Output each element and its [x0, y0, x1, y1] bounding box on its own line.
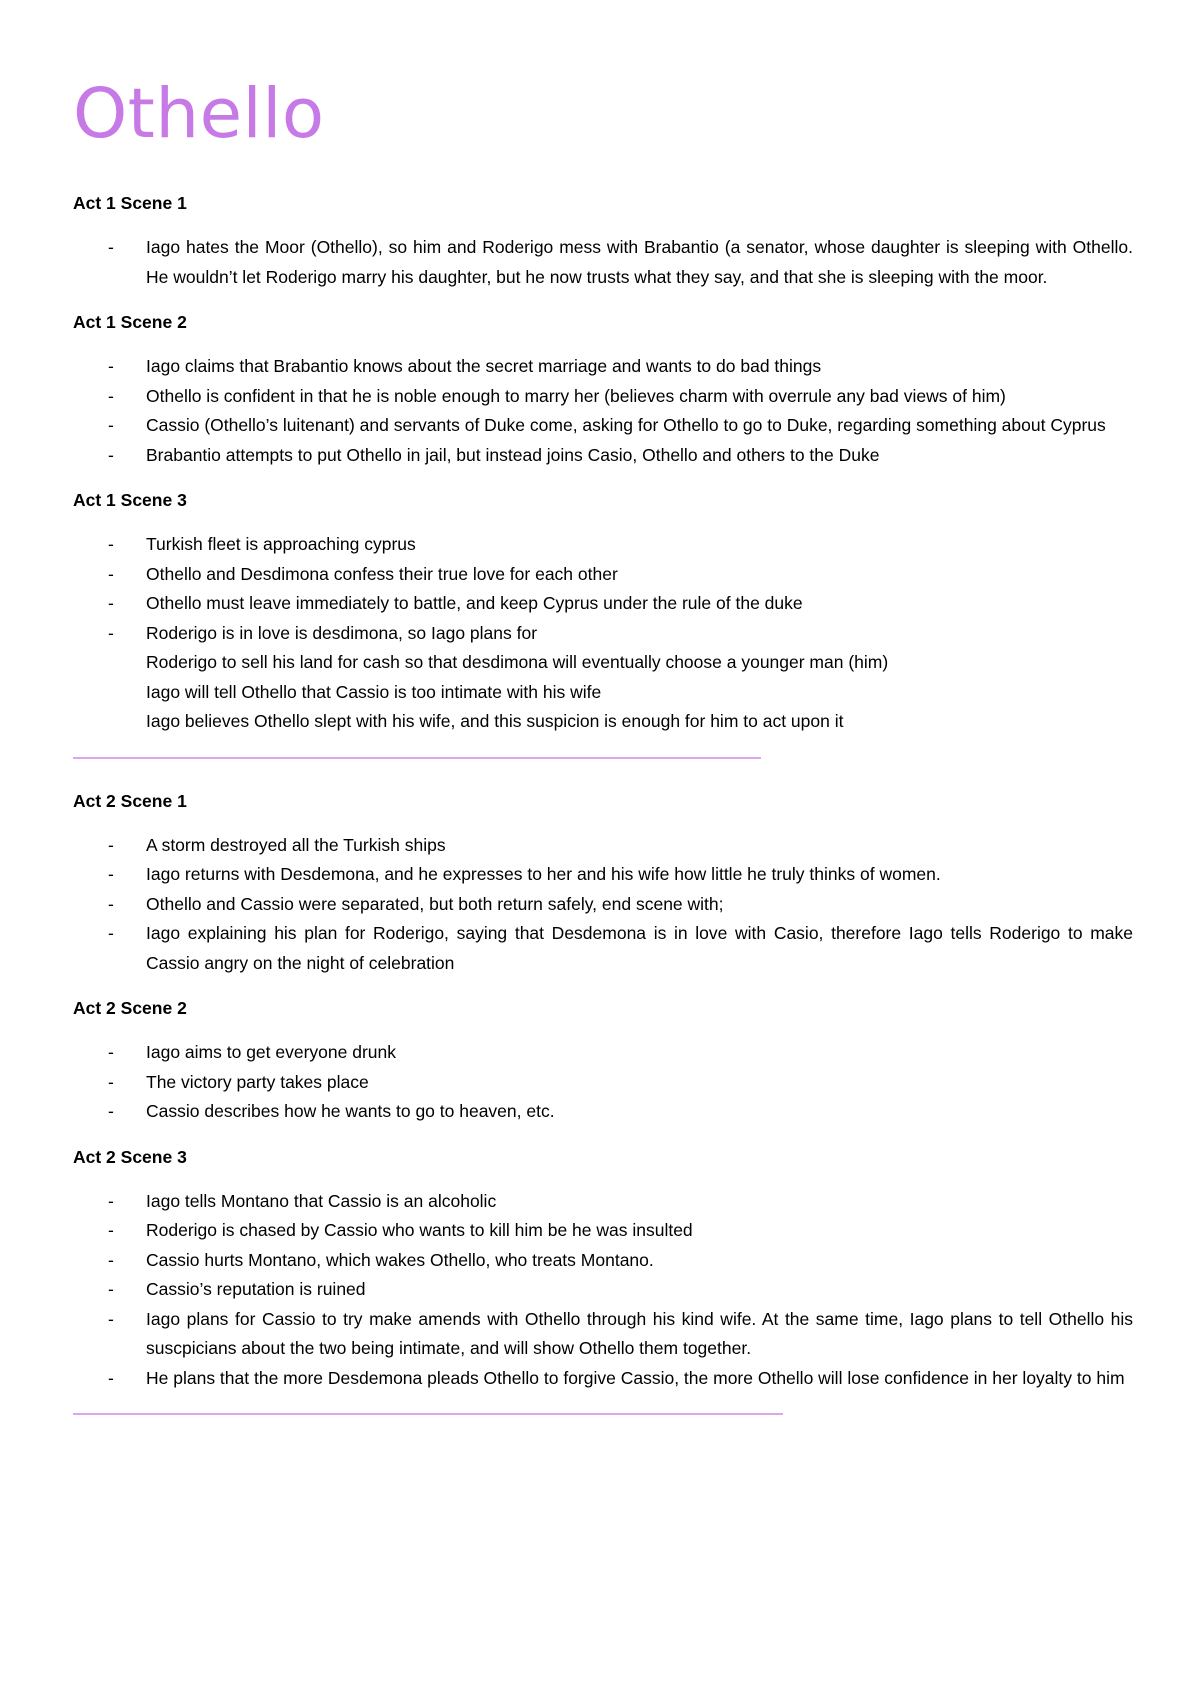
list-item-continuation	[73, 707, 1133, 737]
bullet-dash: -	[108, 864, 114, 884]
list-item	[73, 619, 1133, 649]
bullet-dash: -	[108, 1279, 114, 1299]
list-item-text: Iago believes Othello slept with his wife, and this suspicion is enough for him to act upon it	[146, 711, 844, 731]
bullet-dash: -	[108, 385, 114, 406]
list-item	[73, 1305, 1133, 1364]
document-title: Othello	[73, 74, 325, 154]
section-act2-scene1	[73, 789, 1133, 979]
list-item-continuation	[73, 678, 1133, 708]
list-item-text: Brabantio attempts to put Othello in jail, but instead joins Casio, Othello and others to the Duke	[146, 444, 880, 465]
list-item	[73, 1246, 1133, 1276]
list-item-text: Iago aims to get everyone drunk	[146, 1042, 397, 1062]
section-act1-scene3	[73, 488, 1133, 737]
bullet-dash: -	[108, 444, 114, 465]
list-item-text: Iago returns with Desdemona, and he expresses to her and his wife how little he truly thinks of women.	[146, 864, 941, 884]
list-item-text: Othello is confident in that he is noble enough to marry her (believes charm with overrule any bad views of him)	[146, 385, 1006, 406]
list-item-text: Roderigo is in love is desdimona, so Iago plans for	[146, 622, 538, 643]
list-item-text: Iago tells Montano that Cassio is an alcoholic	[146, 1190, 497, 1211]
list-item-text: Cassio hurts Montano, which wakes Othello, who treats Montano.	[146, 1249, 654, 1270]
list-item-text: Othello and Desdimona confess their true love for each other	[146, 563, 618, 584]
list-item-text: Iago plans for Cassio to try make amends with Othello through his kind wife. At the same time, Iago plans to tell Othello his suscpicians about the two being intimate, and will show Othello them together.	[146, 1308, 1133, 1358]
list-item-text: Roderigo is chased by Cassio who wants to kill him be he was insulted	[146, 1220, 693, 1240]
bullet-dash: -	[108, 1101, 114, 1121]
list-item	[73, 919, 1133, 978]
list-item-text: He plans that the more Desdemona pleads Othello to forgive Cassio, the more Othello will lose confidence in her loyalty to him	[146, 1367, 1125, 1388]
list-item-text: Turkish fleet is approaching cyprus	[146, 534, 416, 554]
list-item-text: Cassio describes how he wants to go to heaven, etc.	[146, 1101, 555, 1121]
bullet-dash: -	[108, 1308, 114, 1329]
bullet-dash: -	[108, 1220, 114, 1240]
section-heading: Act 1 Scene 1	[73, 193, 187, 213]
bullet-list	[73, 530, 1133, 737]
bullet-dash: -	[108, 834, 114, 855]
list-item	[73, 352, 1133, 382]
document-page	[73, 70, 1133, 1445]
bullet-dash: -	[108, 1071, 114, 1092]
section-heading: Act 2 Scene 3	[73, 1146, 187, 1167]
list-item	[73, 589, 1133, 619]
list-item	[73, 1068, 1133, 1098]
list-item-text: Iago will tell Othello that Cassio is too intimate with his wife	[146, 681, 602, 702]
list-item	[73, 890, 1133, 920]
bullet-list	[73, 831, 1133, 979]
list-item-text: Cassio’s reputation is ruined	[146, 1279, 366, 1299]
list-item-text: Othello and Cassio were separated, but both return safely, end scene with;	[146, 893, 724, 914]
list-item	[73, 831, 1133, 861]
section-act2-scene2	[73, 996, 1133, 1127]
list-item-text: Roderigo to sell his land for cash so that desdimona will eventually choose a younger man (him)	[146, 652, 889, 672]
bullet-dash: -	[108, 356, 114, 376]
bullet-dash: -	[108, 534, 114, 554]
section-act2-scene3	[73, 1145, 1133, 1394]
list-item-text: Iago claims that Brabantio knows about the secret marriage and wants to do bad things	[146, 356, 822, 376]
list-item	[73, 860, 1133, 890]
list-item	[73, 1038, 1133, 1068]
horizontal-divider	[73, 1413, 783, 1415]
list-item	[73, 1097, 1133, 1127]
bullet-list	[73, 1187, 1133, 1394]
list-item-continuation	[73, 648, 1133, 678]
list-item	[73, 411, 1133, 441]
bullet-dash: -	[108, 237, 114, 257]
list-item	[73, 382, 1133, 412]
list-item-text: The victory party takes place	[146, 1071, 369, 1092]
list-item	[73, 1364, 1133, 1394]
list-item	[73, 560, 1133, 590]
bullet-dash: -	[108, 893, 114, 914]
bullet-dash: -	[108, 1190, 114, 1211]
bullet-dash: -	[108, 1042, 114, 1062]
list-item	[73, 1187, 1133, 1217]
section-heading: Act 1 Scene 3	[73, 490, 187, 510]
bullet-list	[73, 352, 1133, 470]
list-item	[73, 1216, 1133, 1246]
section-act1-scene2	[73, 310, 1133, 470]
list-item-text: Iago explaining his plan for Roderigo, saying that Desdemona is in love with Casio, therefore Iago tells Roderigo to make Cassio angry on the night of celebration	[146, 923, 1133, 973]
bullet-dash: -	[108, 1367, 114, 1388]
bullet-dash: -	[108, 415, 114, 435]
bullet-dash: -	[108, 622, 114, 643]
list-item	[73, 233, 1133, 292]
list-item-text: Othello must leave immediately to battle, and keep Cyprus under the rule of the duke	[146, 593, 803, 613]
bullet-dash: -	[108, 923, 114, 943]
list-item-text: Iago hates the Moor (Othello), so him and Roderigo mess with Brabantio (a senator, whose daughter is sleeping with Othello. He wouldn’t let Roderigo marry his daughter, but he now trusts what they say, and that she is sleeping with the moor.	[146, 237, 1133, 287]
bullet-dash: -	[108, 563, 114, 584]
section-heading: Act 2 Scene 1	[73, 790, 187, 811]
list-item	[73, 1275, 1133, 1305]
bullet-list	[73, 1038, 1133, 1127]
list-item	[73, 530, 1133, 560]
list-item-text: Cassio (Othello’s luitenant) and servants of Duke come, asking for Othello to go to Duke, regarding something about Cyprus	[146, 415, 1106, 435]
bullet-list	[73, 233, 1133, 292]
section-heading: Act 1 Scene 2	[73, 312, 187, 332]
bullet-dash: -	[108, 1249, 114, 1270]
list-item-text: A storm destroyed all the Turkish ships	[146, 834, 446, 855]
section-heading: Act 2 Scene 2	[73, 998, 187, 1018]
list-item	[73, 441, 1133, 471]
bullet-dash: -	[108, 593, 114, 613]
section-act1-scene1	[73, 191, 1133, 292]
horizontal-divider	[73, 757, 761, 759]
